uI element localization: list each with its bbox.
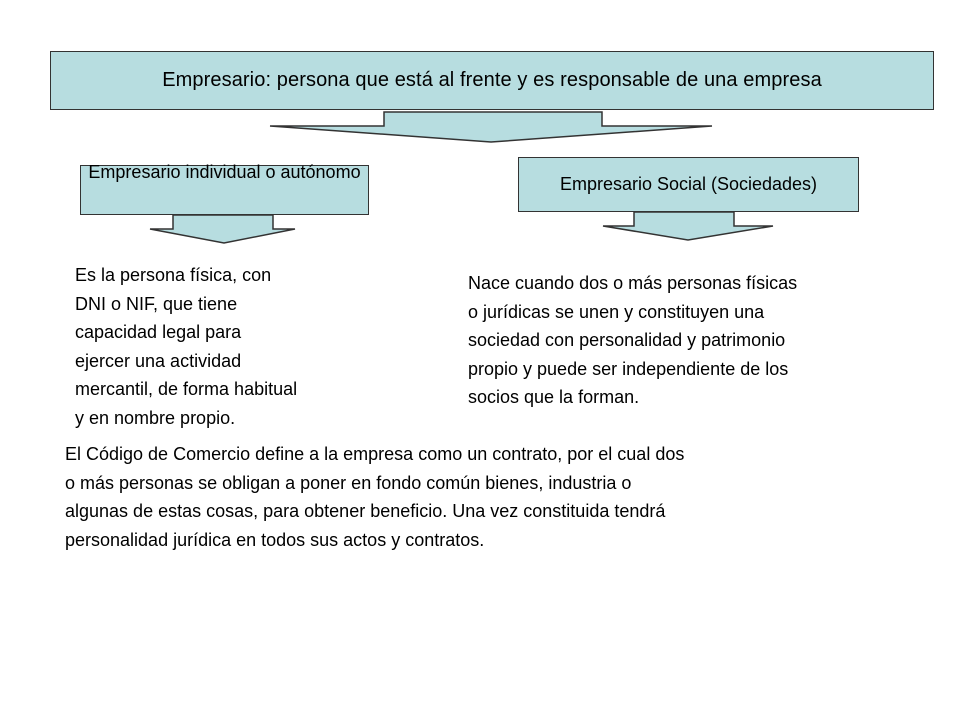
commerce-code-note-line: o más personas se obligan a poner en fondo común bienes, industria o bbox=[65, 472, 632, 493]
individual-description-line: DNI o NIF, que tiene bbox=[75, 293, 238, 314]
social-entrepreneur-box bbox=[518, 157, 859, 212]
social-description-line: o jurídicas se unen y constituyen una bbox=[468, 301, 765, 322]
commerce-code-note-line: algunas de estas cosas, para obtener beneficio. Una vez constituida tendrá bbox=[65, 501, 666, 521]
individual-entrepreneur-label: Empresario individual o autónomo bbox=[88, 162, 361, 182]
social-description-line: Nace cuando dos o más personas físicas bbox=[468, 273, 798, 293]
social-description-line: sociedad con personalidad y patrimonio bbox=[468, 330, 786, 350]
title-box bbox=[50, 51, 934, 110]
social-down-arrow bbox=[603, 212, 773, 240]
individual-description-line: ejercer una actividad bbox=[75, 350, 242, 371]
commerce-code-note-line: personalidad jurídica en todos sus actos y contratos. bbox=[65, 529, 485, 550]
social-description-line: socios que la forman. bbox=[468, 387, 640, 407]
individual-entrepreneur-box bbox=[80, 162, 369, 215]
individual-down-arrow bbox=[150, 215, 295, 243]
commerce-code-note bbox=[65, 440, 684, 554]
individual-description bbox=[75, 261, 297, 432]
social-description-line: propio y puede ser independiente de los bbox=[468, 358, 789, 379]
title-text: Empresario: persona que está al frente y es responsable de una empresa bbox=[162, 69, 822, 91]
social-description bbox=[468, 269, 797, 412]
individual-description-line: mercantil, de forma habitual bbox=[75, 379, 298, 399]
commerce-code-note-line: El Código de Comercio define a la empresa como un contrato, por el cual dos bbox=[65, 444, 685, 464]
main-down-arrow bbox=[270, 112, 712, 142]
individual-description-line: Es la persona física, con bbox=[75, 265, 272, 285]
individual-description-line: y en nombre propio. bbox=[75, 407, 236, 428]
individual-description-line: capacidad legal para bbox=[75, 322, 242, 342]
social-entrepreneur-label: Empresario Social (Sociedades) bbox=[559, 174, 818, 194]
